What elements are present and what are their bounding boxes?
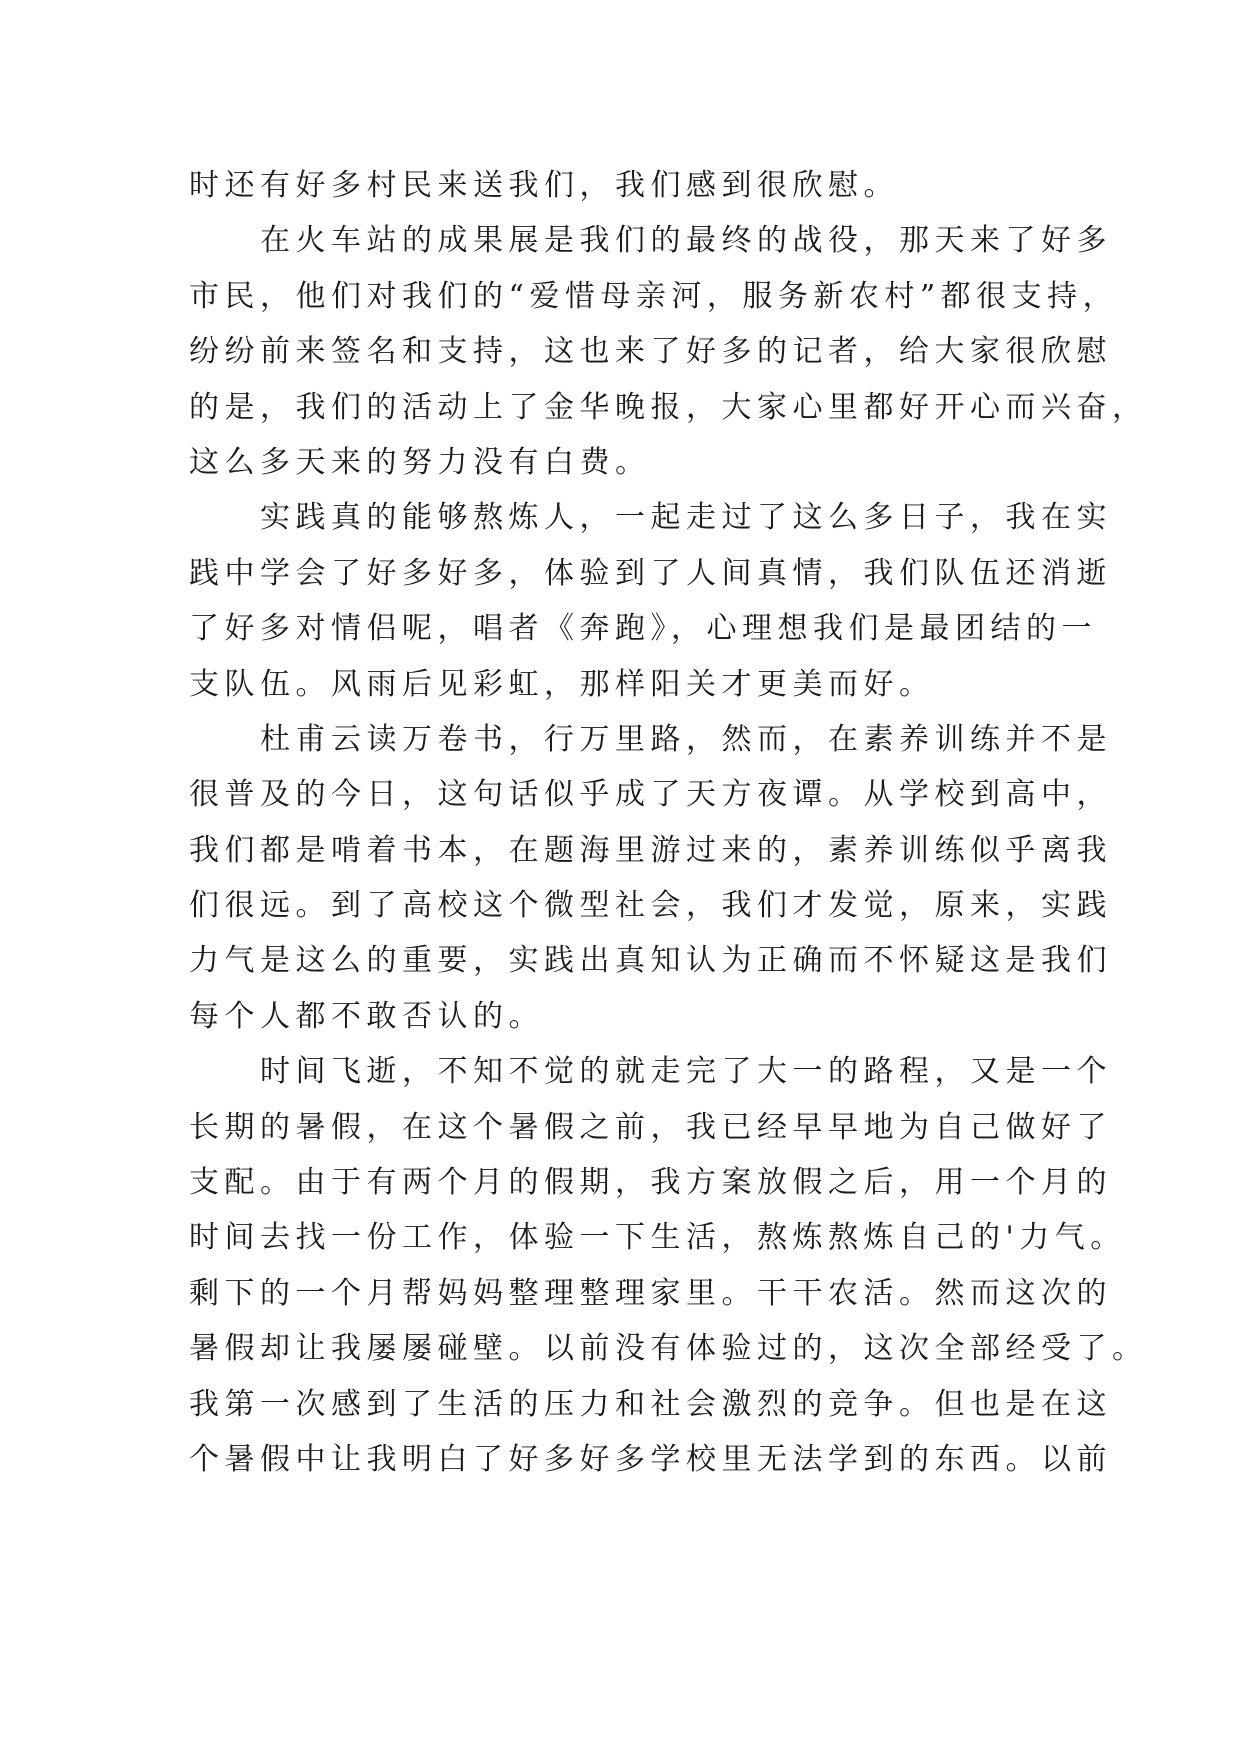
text-line: 长期的暑假，在这个暑假之前，我已经早早地为自己做好了 [189,1109,1112,1145]
text-line: 时间飞逝，不知不觉的就走完了大一的路程，又是一个 [189,1054,1112,1090]
text-line: 时还有好多村民来送我们，我们感到很欣慰。 [189,168,899,203]
text-line: 支队伍。风雨后见彩虹，那样阳关才更美而好。 [189,666,935,702]
text-line: 市民，他们对我们的“爱惜母亲河，服务新农村”都很支持， [189,278,1119,314]
text-line: 暑假却让我屡屡碰壁。以前没有体验过的，这次全部经受了。 [189,1331,1148,1367]
body-text [189,158,1148,1487]
text-line: 时间去找一份工作，体验一下生活，熬炼熬炼自己的'力气。 [189,1220,1126,1256]
text-line: 剩下的一个月帮妈妈整理整理家里。干干农活。然而这次的 [189,1275,1112,1311]
text-line: 的是，我们的活动上了金华晚报，大家心里都好开心而兴奋， [189,389,1148,425]
text-line: 我第一次感到了生活的压力和社会激烈的竞争。但也是在这 [189,1386,1112,1422]
text-line: 践中学会了好多好多，体验到了人间真情，我们队伍还消逝 [189,555,1112,591]
text-line: 杜甫云读万卷书，行万里路，然而，在素养训练并不是 [189,721,1112,757]
text-line: 很普及的今日，这句话似乎成了天方夜谭。从学校到高中， [189,777,1112,813]
text-line: 力气是这么的重要，实践出真知认为正确而不怀疑这是我们 [189,943,1112,979]
text-line: 在火车站的成果展是我们的最终的战役，那天来了好多 [189,223,1112,259]
text-line: 我们都是啃着书本，在题海里游过来的，素养训练似乎离我 [189,832,1112,868]
text-line: 个暑假中让我明白了好多好多学校里无法学到的东西。以前 [189,1441,1112,1477]
text-line: 支配。由于有两个月的假期，我方案放假之后，用一个月的 [189,1165,1112,1201]
text-line: 实践真的能够熬炼人，一起走过了这么多日子，我在实 [189,500,1112,536]
text-line: 们很远。到了高校这个微型社会，我们才发觉，原来，实践 [189,888,1112,924]
text-line: 这么多天来的努力没有白费。 [189,444,651,480]
text-line: 纷纷前来签名和支持，这也来了好多的记者，给大家很欣慰 [189,334,1112,370]
text-line: 了好多对情侣呢，唱者《奔跑》，心理想我们是最团结的一 [189,611,1097,647]
text-line: 每个人都不敢否认的。 [189,998,544,1034]
